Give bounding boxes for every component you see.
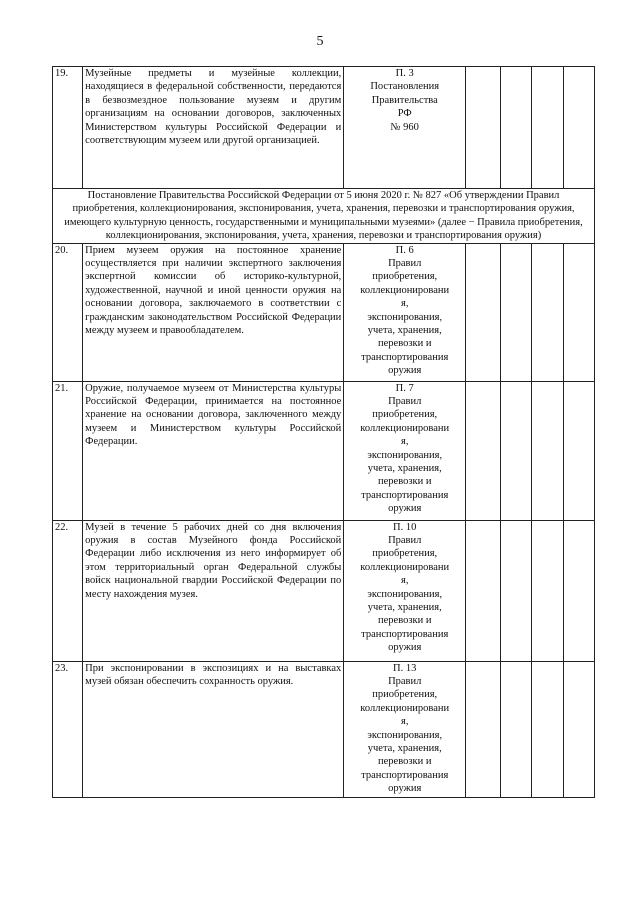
legal-reference: П. 13 Правил приобретения, коллекционировани я, экспонирования, учета, хранения, перевозки и транспортирования оружия bbox=[344, 661, 466, 797]
table-row bbox=[53, 661, 595, 797]
requirements-table bbox=[52, 66, 595, 798]
legal-reference: П. 6 Правил приобретения, коллекционировани я, экспонирования, учета, хранения, перевозки и транспортирования оружия bbox=[344, 243, 466, 381]
empty-cell bbox=[500, 243, 531, 381]
requirement-text: Музей в течение 5 рабочих дней со дня включения оружия в состав Музейного фонда Российской Федерации либо исключения из него информирует об этом территориальный орган Федеральной службы войск национальной гвардии Российской Федерации по месту нахождения музея. bbox=[83, 520, 344, 661]
empty-cell bbox=[466, 67, 501, 189]
section-heading: Постановление Правительства Российской Федерации от 5 июня 2020 г. № 827 «Об утверждении Правил приобретения, коллекционирования, экспонирования, учета, хранения, перевозки и транспортирования оружия, имеющего культурную ценность, государственными и муниципальными музеями» (далее − Правила приобретения, коллекционирования, экспонирования, учета, хранения, перевозки и транспортирования оружия) bbox=[53, 189, 595, 244]
table-row bbox=[53, 520, 595, 661]
empty-cell bbox=[532, 381, 563, 520]
requirement-text: Оружие, получаемое музеем от Министерства культуры Российской Федерации, принимается на постоянное хранение на основании договора, заключенного между музеем и Министерством культуры Российской Федерации. bbox=[83, 381, 344, 520]
table-row bbox=[53, 67, 595, 189]
row-number: 22. bbox=[53, 520, 83, 661]
requirement-text: При экспонировании в экспозициях и на выставках музей обязан обеспечить сохранность оружия. bbox=[83, 661, 344, 797]
table-row bbox=[53, 243, 595, 381]
empty-cell bbox=[563, 661, 594, 797]
row-number: 21. bbox=[53, 381, 83, 520]
legal-reference: П. 10 Правил приобретения, коллекционировани я, экспонирования, учета, хранения, перевозки и транспортирования оружия bbox=[344, 520, 466, 661]
row-number: 23. bbox=[53, 661, 83, 797]
empty-cell bbox=[466, 381, 501, 520]
empty-cell bbox=[500, 520, 531, 661]
empty-cell bbox=[500, 661, 531, 797]
empty-cell bbox=[563, 67, 594, 189]
empty-cell bbox=[563, 520, 594, 661]
section-heading-row bbox=[53, 189, 595, 244]
legal-reference: П. 7 Правил приобретения, коллекционировани я, экспонирования, учета, хранения, перевозки и транспортирования оружия bbox=[344, 381, 466, 520]
empty-cell bbox=[500, 381, 531, 520]
empty-cell bbox=[532, 243, 563, 381]
table-row bbox=[53, 381, 595, 520]
empty-cell bbox=[563, 243, 594, 381]
empty-cell bbox=[466, 661, 501, 797]
row-number: 20. bbox=[53, 243, 83, 381]
requirement-text: Прием музеем оружия на постоянное хранение осуществляется при наличии экспертного заключения экспертной комиссии об историко-культурной, художественной, научной и иной ценности оружия на основании договора, заключаемого в соответствии с гражданским законодательством Российской Федерации между музеем и правообладателем. bbox=[83, 243, 344, 381]
requirement-text: Музейные предметы и музейные коллекции, находящиеся в федеральной собственности, передаются в безвозмездное пользование музеям и другим организациям на основании договоров, заключенных Министерством культуры Российской Федерации и соответствующим музеем или другой организацией. bbox=[83, 67, 344, 189]
empty-cell bbox=[563, 381, 594, 520]
empty-cell bbox=[466, 243, 501, 381]
empty-cell bbox=[466, 520, 501, 661]
empty-cell bbox=[532, 661, 563, 797]
legal-reference: П. 3 Постановления Правительства РФ № 960 bbox=[344, 67, 466, 189]
row-number: 19. bbox=[53, 67, 83, 189]
empty-cell bbox=[532, 67, 563, 189]
empty-cell bbox=[500, 67, 531, 189]
page-number: 5 bbox=[316, 34, 324, 49]
empty-cell bbox=[532, 520, 563, 661]
